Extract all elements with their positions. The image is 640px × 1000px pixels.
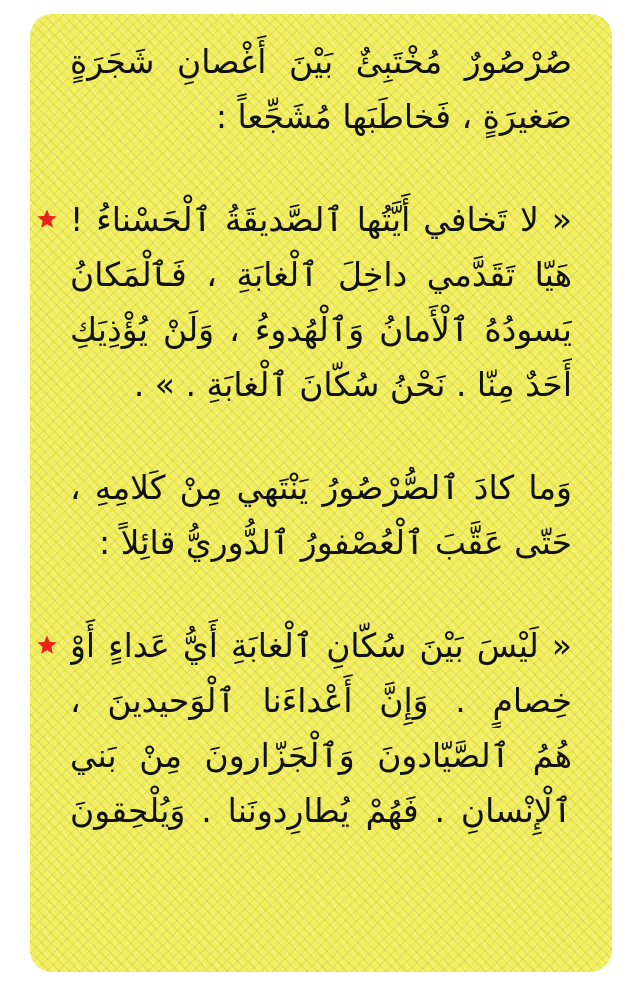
text-line: يَسودُهُ ٱلْأَمانُ وَٱلْهُدوءُ ، وَلَنْ يُؤْذِيَكِ <box>70 310 572 349</box>
book-page <box>30 14 612 972</box>
star-icon <box>36 208 58 230</box>
story-text <box>70 34 572 838</box>
paragraph-1 <box>70 34 572 144</box>
text-line: حَتّى عَقَّبَ ٱلْعُصْفورُ ٱلدُّوريُّ قائِلاً : <box>99 523 572 562</box>
paragraph-3 <box>70 460 572 570</box>
paragraph-4 <box>70 618 572 838</box>
text-line: صَغيرَةٍ ، فَخاطَبَها مُشَجِّعاً : <box>215 97 572 136</box>
text-line: صُرْصُورٌ مُخْتَبِئٌ بَيْنَ أَغْصانِ شَجَرَةٍ <box>70 42 572 81</box>
text-line: وَما كادَ ٱلصُّرْصُورُ يَنْتَهي مِنْ كَلامِهِ ، <box>70 468 572 507</box>
text-line: خِصامٍ . وَإِنَّ أَعْداءَنا ٱلْوَحيدينَ ، <box>70 681 572 720</box>
text-line: هُمُ ٱلصَّيّادونَ وَٱلْجَزّارونَ مِنْ بَني <box>70 736 572 775</box>
text-line: هَيّا تَقَدَّمي داخِلَ ٱلْغابَةِ ، فَٱلْمَكانُ <box>70 255 572 294</box>
star-icon <box>36 634 58 656</box>
paragraph-2 <box>70 192 572 412</box>
text-line: ٱلْإِنْسانِ . فَهُمْ يُطارِدونَنا . وَيُلْحِقونَ <box>70 791 572 830</box>
text-line: « لَيْسَ بَيْنَ سُكّانِ ٱلْغابَةِ أَيُّ عَداءٍ أَوْ <box>70 626 572 665</box>
text-line: أَحَدٌ مِنّا . نَحْنُ سُكّانَ ٱلْغابَةِ . » . <box>133 365 572 404</box>
text-line: « لا تَخافي أَيَّتُها ٱلصَّديقَةُ ٱلْحَسْناءُ ! <box>70 200 572 239</box>
